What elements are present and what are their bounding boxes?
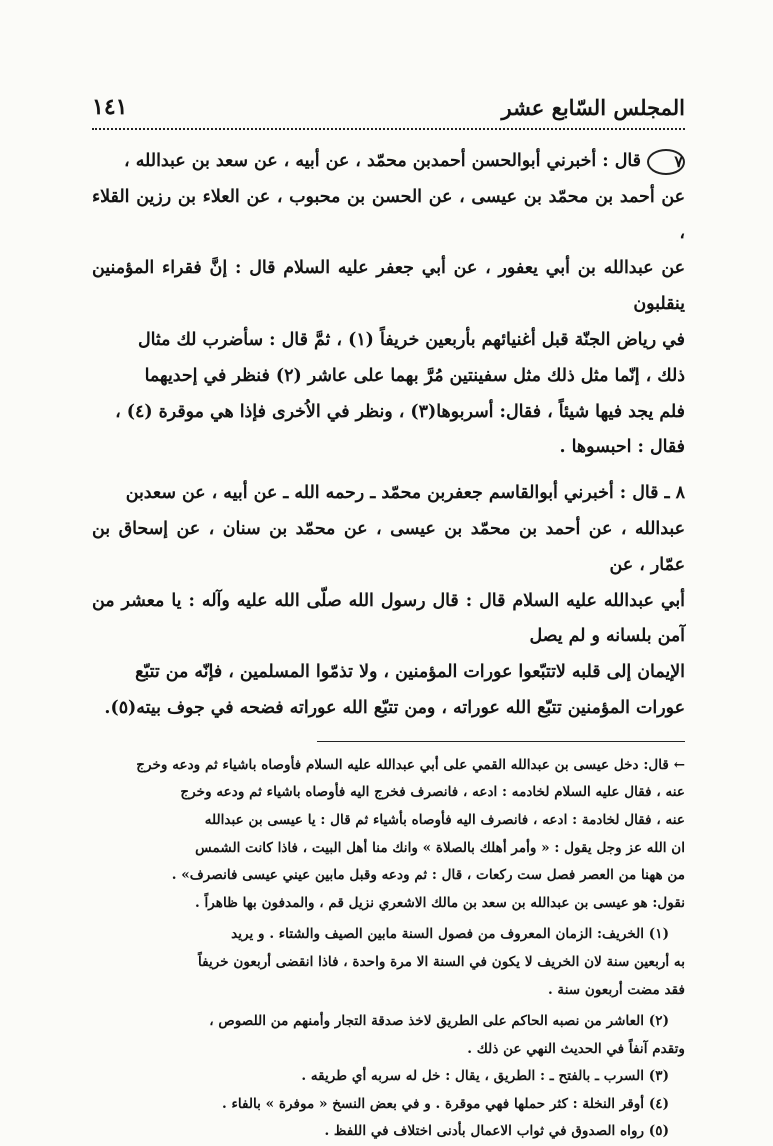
footnote-line: من ههنا من العصر فصل ست ركعات ، قال : ثم ودعه وقبل مابين عيني عيسى فانصرف» .	[171, 867, 685, 884]
hadith-7-line: فلم يجد فيها شيئاً ، فقال: أسربوها(٣) ، ونظر في الاُخرى فإذا هي موقرة (٤) ،	[115, 401, 685, 422]
hadith-8-line: ٨ ـ قال : أخبرني أبوالقاسم جعفربن محمّد ـ رحمه الله ـ عن أبيه ، عن سعدبن	[125, 483, 685, 504]
hadith-7-line: عن عبدالله بن أبي يعفور ، عن أبي جعفر عليه السلام قال : إنَّ فقراء المؤمنين ينقلبون	[92, 258, 685, 315]
hadith-7-line: فقال : احبسوها .	[559, 437, 685, 458]
hadith-8	[92, 476, 685, 727]
footnote-line: به أربعين سنة لان الخريف لا يكون في السنة الا مرة واحدة ، فاذا انقضى أربعون خريفاً	[197, 953, 685, 970]
footnote-line: وتقدم آنفاً في الحديث النهي عن ذلك .	[467, 1040, 685, 1057]
footnote-3: (٣) السرب ـ بالفتح ـ : الطريق ، يقال : خل له سربه أي طريقه .	[301, 1068, 669, 1085]
hadith-8-line: أبي عبدالله عليه السلام قال : قال رسول الله صلّى الله عليه وآله : يا معشر من آمن بلسانه و لم يصل	[92, 590, 685, 647]
footnote-continuation	[92, 752, 685, 918]
footnote-4: (٤) أوقر النخلة : كثر حملها فهي موقرة . و في بعض النسخ « موفرة » بالفاء .	[221, 1095, 669, 1112]
hadith-8-line: الإيمان إلى قلبه لاتتبّعوا عورات المؤمنين ، ولا تذمّوا المسلمين ، فإنّه من تتبّع	[135, 662, 685, 683]
hadith-number-badge: ٧	[647, 149, 685, 175]
footnote-line: عنه ، فقال عليه السلام لخادمه : ادعه ، فانصرف فخرج اليه فأوصاه باشياء ثم ودعه وخرج	[180, 784, 685, 801]
page-number: ١٤١	[92, 94, 128, 120]
footnote-line: (١) الخريف: الزمان المعروف من فصول السنة مابين الصيف والشتاء . و يريد	[231, 926, 669, 943]
footnote-line: ان الله عز وجل يقول : « وأمر أهلك بالصلاة » وانك منا أهل البيت ، فاذا كانت الشمس	[195, 839, 685, 856]
header-dotted-rule	[92, 128, 685, 130]
page-header	[92, 88, 685, 126]
chapter-title: المجلس السّابع عشر	[501, 95, 685, 120]
hadith-8-line: عورات المؤمنين تتبّع الله عوراته ، ومن تتبّع الله عوراته فضحه في جوف بيته(٥).	[104, 697, 685, 718]
footnote-1	[92, 921, 685, 1004]
footnotes	[92, 752, 685, 1146]
hadith-7-line: ذلك ، إنّما مثل ذلك مثل سفينتين مُرَّ بهما على عاشر (٢) فنظر في إحديهما	[144, 365, 685, 386]
footnote-line: ← قال: دخل عيسى بن عبدالله القمي على أبي عبدالله عليه السلام فأوصاه باشياء ثم ودعه وخرج	[136, 756, 685, 773]
hadith-7-line: عن أحمد بن محمّد بن عيسى ، عن الحسن بن محبوب ، عن العلاء بن رزين القلاء ،	[92, 186, 685, 243]
hadith-7-line: في رياض الجنّة قبل أغنيائهم بأربعين خريفاً (١) ، ثمَّ قال : سأضرب لك مثال	[137, 329, 685, 350]
footnote-line: فقد مضت أربعون سنة .	[547, 981, 685, 998]
hadith-8-line: عبدالله ، عن أحمد بن محمّد بن عيسى ، عن محمّد بن سنان ، عن إسحاق بن عمّار ، عن	[92, 518, 685, 575]
footnote-2	[92, 1008, 685, 1063]
hadith-7-line: ٧قال : أخبرني أبوالحسن أحمدبن محمّد ، عن أبيه ، عن سعد بن عبدالله ،	[92, 144, 685, 180]
footnote-line: (٢) العاشر من نصبه الحاكم على الطريق لاخذ صدقة التجار وأمنهم من اللصوص ،	[209, 1013, 669, 1030]
footnote-line: نقول: هو عيسى بن عبدالله بن سعد بن مالك الاشعري نزيل قم ، والمدفون بها ظاهراً .	[195, 894, 685, 911]
hadith-7	[92, 144, 685, 466]
main-text	[92, 144, 685, 727]
footnote-5: (٥) رواه الصدوق في ثواب الاعمال بأدنى اختلاف في اللفظ .	[324, 1123, 669, 1140]
footnote-line: عنه ، فقال لخادمة : ادعه ، فانصرف اليه فأوصاه بأشياء ثم قال : يا عيسى بن عبدالله	[204, 811, 685, 828]
footnote-separator	[317, 741, 685, 742]
